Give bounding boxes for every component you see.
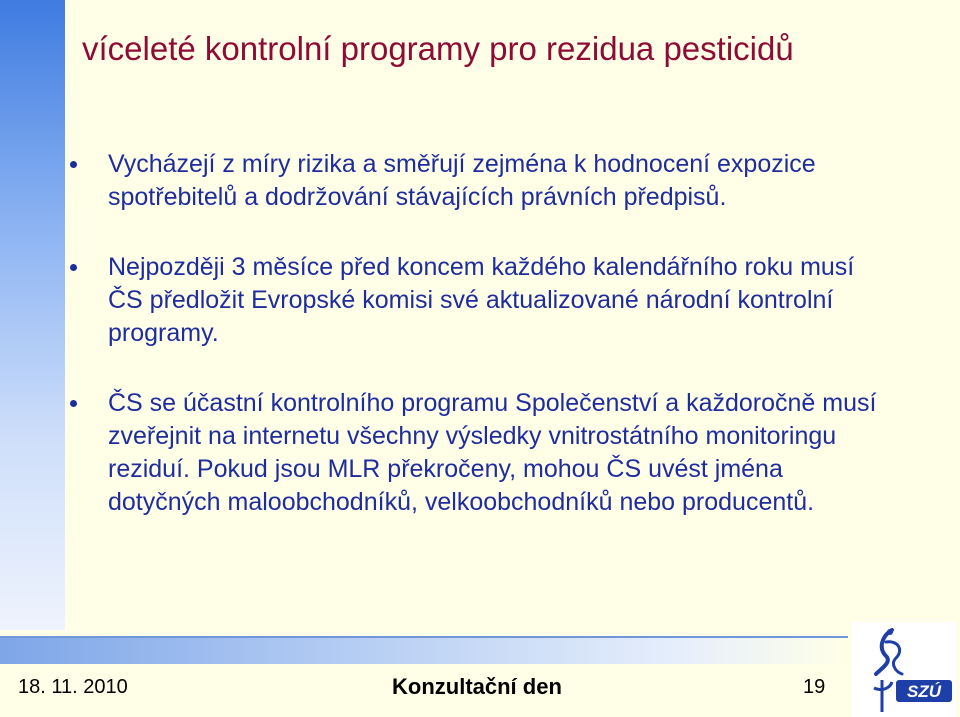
page-number: 19 bbox=[803, 676, 826, 698]
footer-date: 18. 11. 2010 bbox=[18, 676, 128, 698]
bullet-item bbox=[70, 251, 890, 350]
bullet-text: Nejpozději 3 měsíce před koncem každého kalendářního roku musí ČS předložit Evropské komisi své aktualizované národní kontrolní programy. bbox=[108, 253, 855, 347]
szu-logo bbox=[852, 622, 956, 717]
logo-text: SZÚ bbox=[907, 682, 941, 701]
bullet-item bbox=[70, 148, 890, 214]
slide-title: víceleté kontrolní programy pro rezidua pesticidů bbox=[82, 30, 794, 67]
bullet-dot-icon bbox=[70, 400, 77, 407]
footer-title: Konzultační den bbox=[392, 674, 562, 699]
bullet-list bbox=[70, 148, 890, 556]
left-decorative-band bbox=[0, 0, 65, 630]
szu-logo-icon bbox=[852, 622, 956, 717]
bullet-item bbox=[70, 387, 890, 519]
bullet-dot-icon bbox=[70, 264, 77, 271]
footer-decorative-band bbox=[0, 638, 848, 664]
bullet-text: Vycházejí z míry rizika a směřují zejména k hodnocení expozice spotřebitelů a dodržování stávajících právních předpisů. bbox=[108, 150, 816, 211]
bullet-text: ČS se účastní kontrolního programu Společenství a každoročně musí zveřejnit na internetu všechny výsledky vnitrostátního monitoringu reziduí. Pokud jsou MLR překročeny, mohou ČS uvést jména dotyčných maloobchodníků, velkoobchodníků nebo producentů. bbox=[108, 389, 877, 516]
bullet-dot-icon bbox=[70, 161, 77, 168]
